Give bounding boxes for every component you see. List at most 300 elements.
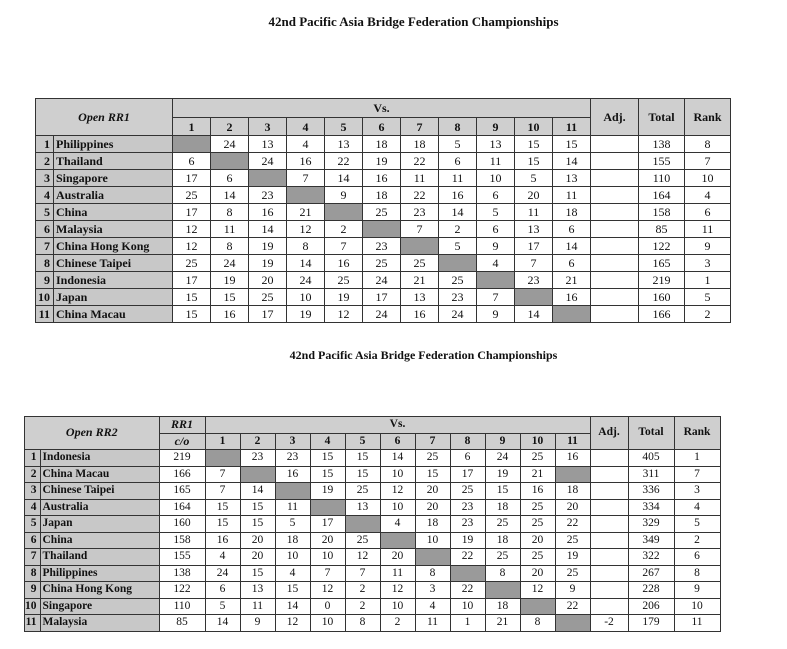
score-cell: 18 xyxy=(363,136,401,153)
rr1-adj-header: Adj. xyxy=(591,99,639,136)
rr2-col-header: 5 xyxy=(345,433,380,450)
rank-cell: 5 xyxy=(685,289,731,306)
score-cell: 21 xyxy=(485,615,520,632)
team-name: China xyxy=(40,532,159,549)
score-cell: 19 xyxy=(325,289,363,306)
carryover-cell: 110 xyxy=(159,598,205,615)
carryover-cell: 158 xyxy=(159,532,205,549)
score-cell: 15 xyxy=(240,516,275,533)
score-cell: 16 xyxy=(249,204,287,221)
score-cell: 24 xyxy=(485,450,520,467)
score-cell: 14 xyxy=(325,170,363,187)
score-cell: 19 xyxy=(287,306,325,323)
score-cell: 15 xyxy=(240,565,275,582)
rr2-col-header: 11 xyxy=(555,433,590,450)
table-row xyxy=(36,238,731,255)
score-cell xyxy=(287,187,325,204)
score-cell: 15 xyxy=(240,499,275,516)
score-cell xyxy=(211,153,249,170)
total-cell: 160 xyxy=(639,289,685,306)
carryover-cell: 122 xyxy=(159,582,205,599)
score-cell: 16 xyxy=(275,466,310,483)
page-title-rr2: 42nd Pacific Asia Bridge Federation Championships xyxy=(289,348,558,362)
score-cell: 5 xyxy=(205,598,240,615)
total-cell: 155 xyxy=(639,153,685,170)
score-cell: 4 xyxy=(477,255,515,272)
score-cell: 2 xyxy=(345,598,380,615)
rr2-rank-header: Rank xyxy=(674,417,720,450)
carryover-cell: 219 xyxy=(159,450,205,467)
score-cell: 6 xyxy=(450,450,485,467)
carryover-cell: 160 xyxy=(159,516,205,533)
score-cell: 25 xyxy=(485,516,520,533)
team-name: Thailand xyxy=(54,153,173,170)
score-cell: 12 xyxy=(310,582,345,599)
score-cell: 20 xyxy=(415,483,450,500)
score-cell: 21 xyxy=(287,204,325,221)
rr2-col-header: 10 xyxy=(520,433,555,450)
score-cell: 9 xyxy=(555,582,590,599)
score-cell xyxy=(485,582,520,599)
row-number: 4 xyxy=(36,187,54,204)
score-cell: 15 xyxy=(345,466,380,483)
score-cell: 20 xyxy=(240,549,275,566)
rr2-rr1-header: RR1 xyxy=(159,417,205,434)
score-cell xyxy=(555,466,590,483)
score-cell: 12 xyxy=(520,582,555,599)
score-cell: 19 xyxy=(211,272,249,289)
score-cell: 20 xyxy=(240,532,275,549)
rank-cell: 7 xyxy=(685,153,731,170)
score-cell: 20 xyxy=(555,499,590,516)
score-cell: 16 xyxy=(205,532,240,549)
score-cell: 16 xyxy=(555,450,590,467)
score-cell: 19 xyxy=(555,549,590,566)
rr1-table xyxy=(35,98,731,323)
score-cell: 16 xyxy=(325,255,363,272)
adj-cell xyxy=(590,466,628,483)
score-cell xyxy=(310,499,345,516)
score-cell: 11 xyxy=(477,153,515,170)
score-cell: 14 xyxy=(553,238,591,255)
score-cell: 22 xyxy=(555,516,590,533)
rr2-vs-header: Vs. xyxy=(205,417,590,434)
adj-cell xyxy=(590,450,628,467)
score-cell: 6 xyxy=(439,153,477,170)
score-cell: 25 xyxy=(439,272,477,289)
score-cell: 19 xyxy=(249,238,287,255)
score-cell: 13 xyxy=(515,221,553,238)
score-cell: 12 xyxy=(173,238,211,255)
score-cell: 9 xyxy=(477,306,515,323)
rr2-col-header: 9 xyxy=(485,433,520,450)
adj-cell xyxy=(590,516,628,533)
total-cell: 158 xyxy=(639,204,685,221)
rank-cell: 10 xyxy=(674,598,720,615)
rr2-col-header: 8 xyxy=(450,433,485,450)
row-number: 2 xyxy=(25,466,41,483)
rr1-col-header: 11 xyxy=(553,118,591,136)
table-row xyxy=(36,272,731,289)
rank-cell: 2 xyxy=(685,306,731,323)
total-cell: 405 xyxy=(628,450,674,467)
adj-cell xyxy=(591,136,639,153)
total-cell: 166 xyxy=(639,306,685,323)
score-cell: 25 xyxy=(415,450,450,467)
table-row xyxy=(36,187,731,204)
score-cell: 16 xyxy=(211,306,249,323)
rr1-col-header: 1 xyxy=(173,118,211,136)
team-name: Singapore xyxy=(54,170,173,187)
score-cell xyxy=(363,221,401,238)
table-row xyxy=(25,549,721,566)
total-cell: 138 xyxy=(639,136,685,153)
score-cell: 15 xyxy=(173,289,211,306)
score-cell: 14 xyxy=(249,221,287,238)
score-cell xyxy=(553,306,591,323)
score-cell: 25 xyxy=(363,255,401,272)
table-row xyxy=(25,450,721,467)
score-cell: 25 xyxy=(249,289,287,306)
score-cell: 19 xyxy=(485,466,520,483)
team-name: China Macau xyxy=(40,466,159,483)
row-number: 11 xyxy=(25,615,41,632)
score-cell: 5 xyxy=(439,238,477,255)
rr1-col-header: 10 xyxy=(515,118,553,136)
score-cell: 10 xyxy=(310,549,345,566)
adj-cell xyxy=(591,187,639,204)
rr1-col-header: 2 xyxy=(211,118,249,136)
score-cell: 8 xyxy=(345,615,380,632)
score-cell: 16 xyxy=(553,289,591,306)
team-name: Singapore xyxy=(40,598,159,615)
adj-cell xyxy=(590,483,628,500)
team-name: Australia xyxy=(40,499,159,516)
table-row xyxy=(25,483,721,500)
score-cell: 10 xyxy=(380,499,415,516)
score-cell xyxy=(520,598,555,615)
score-cell: 19 xyxy=(249,255,287,272)
score-cell: 15 xyxy=(310,466,345,483)
score-cell: 7 xyxy=(345,565,380,582)
total-cell: 329 xyxy=(628,516,674,533)
score-cell xyxy=(205,450,240,467)
score-cell: 16 xyxy=(401,306,439,323)
rr2-total-header: Total xyxy=(628,417,674,450)
table-row xyxy=(25,532,721,549)
table-row xyxy=(36,255,731,272)
score-cell: 11 xyxy=(380,565,415,582)
adj-cell xyxy=(591,221,639,238)
row-number: 8 xyxy=(36,255,54,272)
team-name: Japan xyxy=(40,516,159,533)
team-name: Indonesia xyxy=(54,272,173,289)
score-cell: 18 xyxy=(553,204,591,221)
score-cell: 24 xyxy=(287,272,325,289)
team-name: China Hong Kong xyxy=(54,238,173,255)
score-cell: 11 xyxy=(275,499,310,516)
score-cell: 24 xyxy=(205,565,240,582)
score-cell: 13 xyxy=(477,136,515,153)
table-row xyxy=(36,170,731,187)
adj-cell xyxy=(591,153,639,170)
score-cell: 18 xyxy=(555,483,590,500)
carryover-cell: 164 xyxy=(159,499,205,516)
score-cell: 10 xyxy=(415,532,450,549)
score-cell: 15 xyxy=(211,289,249,306)
total-cell: 336 xyxy=(628,483,674,500)
score-cell: 18 xyxy=(401,136,439,153)
score-cell: 17 xyxy=(515,238,553,255)
score-cell: 6 xyxy=(205,582,240,599)
team-name: Australia xyxy=(54,187,173,204)
rr1-label: Open RR1 xyxy=(36,99,173,136)
rr1-col-header: 8 xyxy=(439,118,477,136)
score-cell: 23 xyxy=(249,187,287,204)
table-row xyxy=(36,204,731,221)
total-cell: 228 xyxy=(628,582,674,599)
total-cell: 219 xyxy=(639,272,685,289)
adj-cell xyxy=(590,598,628,615)
adj-cell xyxy=(591,289,639,306)
score-cell: 4 xyxy=(275,565,310,582)
adj-cell xyxy=(591,306,639,323)
score-cell: 25 xyxy=(345,483,380,500)
score-cell: 10 xyxy=(450,598,485,615)
score-cell: 22 xyxy=(401,187,439,204)
score-cell: 25 xyxy=(325,272,363,289)
score-cell: 4 xyxy=(380,516,415,533)
rr2-adj-header: Adj. xyxy=(590,417,628,450)
total-cell: 334 xyxy=(628,499,674,516)
score-cell: 2 xyxy=(380,615,415,632)
score-cell: 14 xyxy=(205,615,240,632)
score-cell: 14 xyxy=(275,598,310,615)
rr2-col-header: 3 xyxy=(275,433,310,450)
adj-cell xyxy=(591,255,639,272)
score-cell: 15 xyxy=(173,306,211,323)
total-cell: 267 xyxy=(628,565,674,582)
table-row xyxy=(25,582,721,599)
score-cell: 6 xyxy=(211,170,249,187)
score-cell: 1 xyxy=(450,615,485,632)
score-cell: 20 xyxy=(520,532,555,549)
score-cell: 0 xyxy=(310,598,345,615)
rank-cell: 10 xyxy=(685,170,731,187)
carryover-cell: 155 xyxy=(159,549,205,566)
score-cell: 21 xyxy=(520,466,555,483)
score-cell: 7 xyxy=(287,170,325,187)
score-cell: 20 xyxy=(310,532,345,549)
score-cell: 12 xyxy=(325,306,363,323)
score-cell: 23 xyxy=(450,516,485,533)
total-cell: 85 xyxy=(639,221,685,238)
score-cell: 25 xyxy=(520,549,555,566)
table-row xyxy=(25,499,721,516)
adj-cell xyxy=(590,549,628,566)
total-cell: 110 xyxy=(639,170,685,187)
total-cell: 206 xyxy=(628,598,674,615)
score-cell: 22 xyxy=(325,153,363,170)
score-cell xyxy=(450,565,485,582)
score-cell xyxy=(240,466,275,483)
score-cell: 5 xyxy=(477,204,515,221)
row-number: 9 xyxy=(25,582,41,599)
table-row xyxy=(25,466,721,483)
score-cell: 20 xyxy=(515,187,553,204)
score-cell: 3 xyxy=(415,582,450,599)
table-row xyxy=(36,153,731,170)
score-cell: 10 xyxy=(477,170,515,187)
score-cell: 15 xyxy=(485,483,520,500)
score-cell xyxy=(325,204,363,221)
score-cell: 15 xyxy=(205,499,240,516)
team-name: Philippines xyxy=(54,136,173,153)
adj-cell xyxy=(591,170,639,187)
score-cell: 23 xyxy=(275,450,310,467)
row-number: 7 xyxy=(25,549,41,566)
score-cell: 5 xyxy=(439,136,477,153)
score-cell: 15 xyxy=(275,582,310,599)
score-cell: 13 xyxy=(325,136,363,153)
score-cell: 17 xyxy=(310,516,345,533)
row-number: 8 xyxy=(25,565,41,582)
score-cell: 23 xyxy=(439,289,477,306)
score-cell: 12 xyxy=(287,221,325,238)
score-cell: 13 xyxy=(240,582,275,599)
score-cell: 24 xyxy=(249,153,287,170)
score-cell: 21 xyxy=(553,272,591,289)
table-row xyxy=(25,598,721,615)
score-cell: 15 xyxy=(515,153,553,170)
score-cell: 12 xyxy=(380,483,415,500)
total-cell: 165 xyxy=(639,255,685,272)
score-cell: 8 xyxy=(415,565,450,582)
rank-cell: 6 xyxy=(674,549,720,566)
row-number: 6 xyxy=(25,532,41,549)
adj-cell xyxy=(591,204,639,221)
score-cell: 23 xyxy=(363,238,401,255)
score-cell: 9 xyxy=(240,615,275,632)
score-cell: 13 xyxy=(553,170,591,187)
table-row xyxy=(25,516,721,533)
score-cell: 10 xyxy=(380,598,415,615)
adj-cell xyxy=(591,272,639,289)
score-cell: 22 xyxy=(401,153,439,170)
team-name: Chinese Taipei xyxy=(54,255,173,272)
score-cell: 14 xyxy=(515,306,553,323)
score-cell: 23 xyxy=(401,204,439,221)
score-cell: 19 xyxy=(310,483,345,500)
score-cell: 14 xyxy=(439,204,477,221)
total-cell: 122 xyxy=(639,238,685,255)
score-cell: 18 xyxy=(485,499,520,516)
score-cell xyxy=(345,516,380,533)
score-cell: 20 xyxy=(520,565,555,582)
score-cell: 15 xyxy=(310,450,345,467)
score-cell: 12 xyxy=(345,549,380,566)
score-cell: 25 xyxy=(345,532,380,549)
total-cell: 164 xyxy=(639,187,685,204)
score-cell: 11 xyxy=(553,187,591,204)
score-cell: 12 xyxy=(380,582,415,599)
row-number: 9 xyxy=(36,272,54,289)
rr2-table xyxy=(24,416,721,632)
score-cell: 7 xyxy=(325,238,363,255)
score-cell: 11 xyxy=(240,598,275,615)
score-cell: 13 xyxy=(249,136,287,153)
team-name: Malaysia xyxy=(54,221,173,238)
score-cell: 23 xyxy=(515,272,553,289)
score-cell: 24 xyxy=(363,272,401,289)
row-number: 1 xyxy=(36,136,54,153)
score-cell: 16 xyxy=(520,483,555,500)
team-name: China Macau xyxy=(54,306,173,323)
score-cell: 19 xyxy=(363,153,401,170)
carryover-cell: 85 xyxy=(159,615,205,632)
score-cell: 4 xyxy=(205,549,240,566)
score-cell xyxy=(249,170,287,187)
score-cell: 24 xyxy=(439,306,477,323)
score-cell: 15 xyxy=(515,136,553,153)
row-number: 10 xyxy=(25,598,41,615)
score-cell: 20 xyxy=(249,272,287,289)
score-cell: 16 xyxy=(439,187,477,204)
score-cell: 25 xyxy=(401,255,439,272)
score-cell: 11 xyxy=(439,170,477,187)
rr2-col-header: 4 xyxy=(310,433,345,450)
total-cell: 179 xyxy=(628,615,674,632)
score-cell: 25 xyxy=(520,516,555,533)
rr1-col-header: 3 xyxy=(249,118,287,136)
score-cell: 10 xyxy=(275,549,310,566)
score-cell: 25 xyxy=(363,204,401,221)
rank-cell: 9 xyxy=(674,582,720,599)
score-cell: 14 xyxy=(287,255,325,272)
rank-cell: 6 xyxy=(685,204,731,221)
score-cell xyxy=(439,255,477,272)
score-cell: 9 xyxy=(325,187,363,204)
score-cell: 7 xyxy=(515,255,553,272)
rank-cell: 5 xyxy=(674,516,720,533)
score-cell: 15 xyxy=(415,466,450,483)
score-cell: 16 xyxy=(363,170,401,187)
score-cell: 25 xyxy=(520,450,555,467)
adj-cell xyxy=(590,565,628,582)
score-cell: 2 xyxy=(325,221,363,238)
table-row xyxy=(25,565,721,582)
rr2-col-header: 6 xyxy=(380,433,415,450)
score-cell: 13 xyxy=(401,289,439,306)
score-cell: 8 xyxy=(520,615,555,632)
score-cell: 17 xyxy=(173,204,211,221)
score-cell: 5 xyxy=(515,170,553,187)
score-cell: 24 xyxy=(211,255,249,272)
table-row xyxy=(36,221,731,238)
score-cell: 17 xyxy=(249,306,287,323)
score-cell: 23 xyxy=(240,450,275,467)
carryover-cell: 165 xyxy=(159,483,205,500)
rank-cell: 4 xyxy=(685,187,731,204)
page-title-rr1: 42nd Pacific Asia Bridge Federation Championships xyxy=(268,14,559,29)
score-cell: 6 xyxy=(553,255,591,272)
score-cell: 22 xyxy=(450,582,485,599)
carryover-cell: 166 xyxy=(159,466,205,483)
score-cell xyxy=(477,272,515,289)
rr2-col-header: 2 xyxy=(240,433,275,450)
table-row xyxy=(25,615,721,632)
rr2-label: Open RR2 xyxy=(25,417,160,450)
